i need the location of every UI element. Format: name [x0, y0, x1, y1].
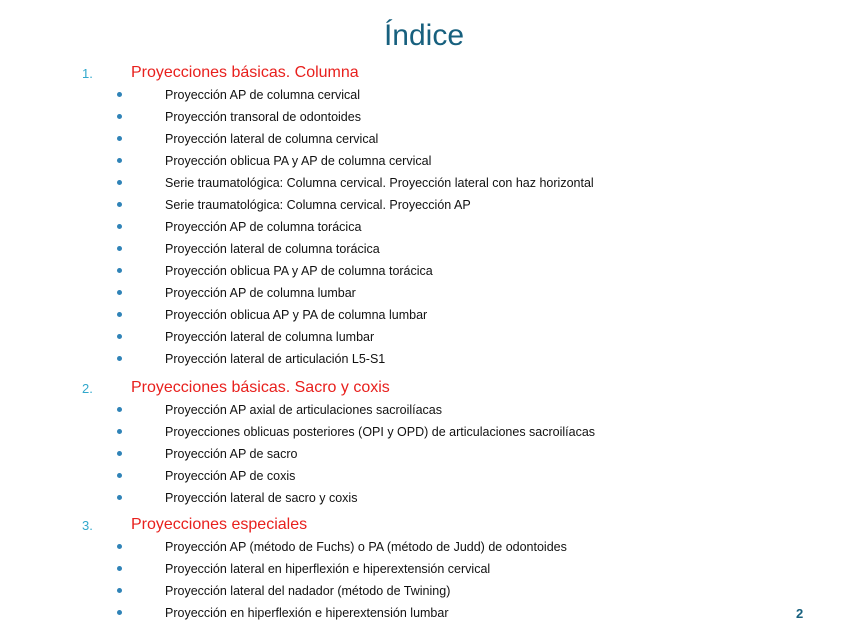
bullet-icon [117, 407, 122, 412]
list-item [0, 465, 848, 487]
toc-section [0, 62, 848, 370]
section-heading [0, 62, 848, 84]
bullet-icon [117, 334, 122, 339]
list-item-text: Serie traumatológica: Columna cervical. Proyección AP [165, 198, 471, 212]
bullet-icon [117, 588, 122, 593]
bullet-icon [117, 473, 122, 478]
list-item [0, 558, 848, 580]
section-title: Proyecciones especiales [131, 516, 308, 533]
bullet-icon [117, 224, 122, 229]
list-item-text: Proyección oblicua PA y AP de columna cervical [165, 154, 432, 168]
list-item-text: Proyección AP de sacro [165, 447, 298, 461]
section-title: Proyecciones básicas. Sacro y coxis [131, 379, 390, 396]
list-item [0, 602, 848, 624]
bullet-icon [117, 429, 122, 434]
bullet-icon [117, 114, 122, 119]
list-item [0, 84, 848, 106]
bullet-icon [117, 566, 122, 571]
list-item-text: Proyecciones oblicuas posteriores (OPI y OPD) de articulaciones sacroilíacas [165, 425, 596, 439]
bullet-icon [117, 356, 122, 361]
list-item-text: Proyección lateral de columna cervical [165, 132, 379, 146]
bullet-icon [117, 158, 122, 163]
list-item-text: Proyección lateral en hiperflexión e hiperextensión cervical [165, 562, 491, 576]
bullet-icon [117, 495, 122, 500]
list-item-text: Proyección AP de coxis [165, 469, 296, 483]
section-number: 1. [82, 65, 93, 81]
list-item [0, 421, 848, 443]
list-item [0, 128, 848, 150]
section-title: Proyecciones básicas. Columna [131, 64, 359, 81]
section-heading [0, 514, 848, 536]
list-item [0, 536, 848, 558]
list-item [0, 487, 848, 509]
bullet-icon [117, 312, 122, 317]
list-item-text: Proyección lateral de sacro y coxis [165, 491, 358, 505]
page-number: 2 [796, 606, 804, 621]
list-item-text: Proyección lateral de columna lumbar [165, 330, 375, 344]
bullet-icon [117, 92, 122, 97]
list-item [0, 399, 848, 421]
list-item [0, 443, 848, 465]
list-item-text: Proyección lateral de columna torácica [165, 242, 380, 256]
bullet-icon [117, 136, 122, 141]
section-number: 3. [82, 517, 93, 533]
list-item [0, 580, 848, 602]
list-item [0, 326, 848, 348]
list-item-text: Proyección AP de columna cervical [165, 88, 361, 102]
bullet-icon [117, 180, 122, 185]
section-heading [0, 377, 848, 399]
list-item [0, 238, 848, 260]
list-item-text: Proyección AP de columna lumbar [165, 286, 356, 300]
list-item [0, 194, 848, 216]
bullet-icon [117, 451, 122, 456]
list-item-text: Proyección oblicua PA y AP de columna torácica [165, 264, 433, 278]
list-item [0, 304, 848, 326]
bullet-icon [117, 246, 122, 251]
toc-section [0, 514, 848, 624]
list-item [0, 216, 848, 238]
bullet-icon [117, 290, 122, 295]
section-number: 2. [82, 380, 93, 396]
list-item [0, 106, 848, 128]
list-item [0, 150, 848, 172]
list-item [0, 348, 848, 370]
list-item-text: Proyección AP axial de articulaciones sacroilíacas [165, 403, 442, 417]
toc-section [0, 377, 848, 509]
list-item [0, 282, 848, 304]
slide-title: Índice [383, 19, 465, 52]
list-item-text: Proyección transoral de odontoides [165, 110, 361, 124]
list-item-text: Proyección lateral de articulación L5-S1 [165, 352, 386, 366]
list-item-text: Proyección en hiperflexión e hiperextensión lumbar [165, 606, 449, 620]
list-item-text: Proyección AP (método de Fuchs) o PA (método de Judd) de odontoides [165, 540, 567, 554]
list-item-text: Proyección AP de columna torácica [165, 220, 362, 234]
bullet-icon [117, 202, 122, 207]
bullet-icon [117, 610, 122, 615]
bullet-icon [117, 268, 122, 273]
bullet-icon [117, 544, 122, 549]
list-item-text: Proyección oblicua AP y PA de columna lumbar [165, 308, 428, 322]
list-item-text: Proyección lateral del nadador (método de Twining) [165, 584, 451, 598]
list-item [0, 260, 848, 282]
list-item [0, 172, 848, 194]
list-item-text: Serie traumatológica: Columna cervical. Proyección lateral con haz horizontal [165, 176, 594, 190]
